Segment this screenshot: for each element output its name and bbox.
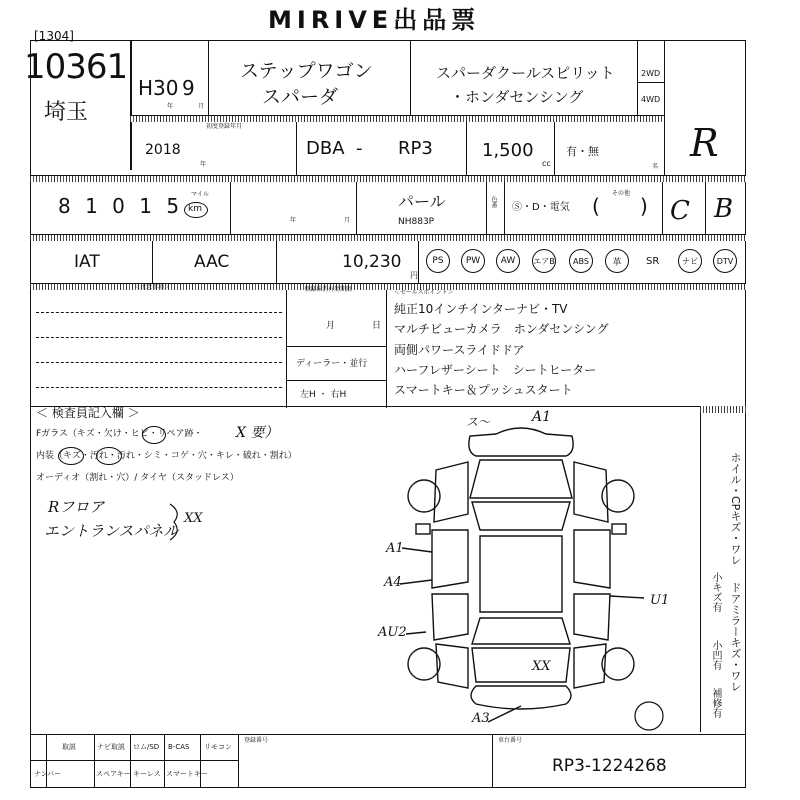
color-code: NH883P [398, 217, 435, 227]
mile-label: マイル [191, 191, 209, 198]
divider [662, 182, 663, 234]
right-rear-door [574, 594, 610, 640]
divider [356, 182, 357, 234]
sales-point: スマートキー＆プッシュスタート [394, 383, 573, 397]
grade-exterior: B [714, 194, 734, 224]
audio-text: オーディオ（割れ・穴）/ タイヤ（スタッドレス） [36, 473, 239, 483]
drive-4wd: 4WD [641, 95, 661, 104]
divider [230, 182, 231, 234]
rear-window [472, 618, 570, 644]
sales-point: ハーフレザーシート シートヒーター [394, 363, 597, 377]
note-line [36, 312, 282, 313]
year-ad: 2018 [145, 142, 181, 158]
mileage-unit: km [188, 204, 202, 214]
divider [286, 346, 386, 347]
badge-dtv: DTV [713, 249, 737, 273]
era-year: H30 [138, 76, 179, 100]
side-text: 小キズ有 [710, 572, 721, 612]
footer-cell: 取説 [62, 743, 76, 751]
year-label: 年 [167, 103, 174, 110]
divider [30, 734, 746, 735]
divider [94, 734, 95, 788]
divider [466, 122, 467, 175]
footer-cell: リモコン [204, 743, 232, 751]
badge-airbag: エアB [532, 249, 556, 273]
color: パール [398, 192, 446, 211]
divider [238, 734, 239, 788]
cc-label: cc [542, 159, 551, 168]
diagram-label-center-xx: XX [532, 659, 551, 674]
divider [208, 40, 209, 115]
divider [637, 82, 664, 83]
header-strip [130, 115, 664, 122]
interior-text: 内装（キズ・汚れ・汚れ・シミ・コゲ・穴・キレ・破れ・割れ） [36, 451, 297, 461]
divider [637, 40, 638, 115]
interior-circle [96, 447, 122, 465]
badge-aw: AW [496, 249, 520, 273]
lot-divider [130, 40, 132, 170]
left-rear-door [432, 594, 468, 640]
badge-abs: ABS [569, 249, 593, 273]
divider [664, 40, 665, 175]
divider [700, 406, 701, 732]
score: R [690, 121, 719, 165]
chassis-label: 車台番号 [498, 737, 523, 744]
prefix-dash: - [356, 138, 363, 159]
divider [30, 175, 746, 176]
diagram-label-left-au2: AU2 [378, 625, 407, 640]
divider [418, 241, 419, 283]
divider [554, 122, 555, 175]
inspection-title: ＜ 検査員記入欄 ＞ [36, 406, 140, 420]
footer-cell: ナビ取説 [97, 743, 125, 751]
model-line1: ステップワゴン [240, 60, 373, 82]
badge-navi: ナビ [678, 249, 702, 273]
sales-point: マルチビューカメラ ホンダセンシング [394, 322, 609, 336]
footer-cell: ロム/SD [133, 743, 160, 751]
right-rear-quarter [574, 644, 606, 688]
equip-text: Ⓢ・D・電気 [512, 202, 570, 213]
inspection-month: 月 [344, 217, 351, 224]
handle: 左H ・ 右H [300, 390, 347, 400]
handwritten-brace [168, 502, 184, 542]
lot-code: [1304] [34, 29, 74, 43]
badge-sr: SR [646, 256, 660, 267]
right-front-door [574, 530, 610, 588]
header-strip [700, 406, 746, 413]
recycle-label: 登録抹消有効期限 [304, 286, 353, 293]
grade-interior: C [670, 196, 690, 226]
divider [410, 40, 411, 115]
drive-2wd: 2WD [641, 69, 661, 78]
glass-text: Fガラス（キズ・欠け・ヒビ・リペア跡・ [36, 429, 203, 439]
turbo-unit: 名 [652, 163, 659, 170]
grade-line2: ・ホンダセンシング [450, 88, 584, 106]
divider [30, 760, 238, 761]
diagram-label-bottom-a3: A3 [472, 711, 490, 726]
glass-circle [142, 426, 166, 444]
badge-ps: PS [426, 249, 450, 273]
divider [164, 734, 165, 788]
sales-label: ＜セールスポイント＞ [394, 289, 454, 296]
hood [470, 460, 572, 498]
roof [480, 536, 562, 612]
region: 埼玉 [44, 100, 89, 125]
model-line2: スパーダ [262, 86, 339, 108]
year-unit: 年 [200, 161, 207, 168]
footer-cell: スペアキー [96, 770, 131, 778]
divider [130, 734, 131, 788]
side-text: ドアミラーキズ・ワレ [729, 582, 742, 692]
inspection-year: 年 [290, 217, 297, 224]
sales-point: 両側パワースライドドア [394, 343, 525, 357]
paren-close: ) [640, 194, 648, 218]
diagram-label-left-a4: A4 [384, 575, 402, 590]
first-reg-label: 初度登録年月 [206, 123, 243, 130]
paren-open: ( [592, 194, 600, 218]
other-label: その他 [612, 190, 631, 197]
note-line [36, 362, 282, 363]
divider [286, 290, 287, 408]
note-line [36, 337, 282, 338]
handwritten-note-1: Rフロア [48, 498, 105, 516]
divider [152, 241, 153, 283]
handwritten-note-3: XX [184, 511, 203, 526]
lot-number: 10361 [24, 47, 128, 87]
divider [286, 380, 386, 381]
front-bumper [469, 428, 573, 456]
divider [200, 734, 201, 788]
car-damage-diagram [376, 409, 666, 732]
left-rear-quarter [436, 644, 468, 688]
mirror-right [612, 524, 626, 534]
glass-mark: X 要） [236, 425, 279, 441]
wheel-rl [408, 648, 440, 680]
windshield [472, 502, 570, 530]
side-text: 小凹有 [710, 640, 721, 670]
divider [705, 182, 706, 234]
mirror-left [416, 524, 430, 534]
price-unit: 円 [410, 271, 418, 280]
footer-cell: スマートキー [166, 770, 208, 778]
dealer: ディーラー・並行 [296, 359, 368, 369]
interior-circle [58, 447, 84, 465]
tailgate [472, 648, 570, 682]
price: 10,230 [342, 252, 402, 272]
sheet-title: MIRIVE出品票 [268, 6, 481, 34]
mileage: 8 1 0 1 5 [58, 194, 184, 218]
grade-line1: スパーダクールスピリット [436, 64, 615, 82]
rear-bumper [471, 686, 571, 709]
divider [30, 234, 746, 235]
handwritten-note-2: エントランスパネル [44, 522, 179, 540]
month-label: 月 [198, 103, 205, 110]
chassis-number: RP3-1224268 [552, 756, 667, 776]
aircon: AAC [194, 252, 230, 272]
footer-cell: ナンバー [34, 770, 62, 778]
sales-point: 純正10インチインターナビ・TV [394, 302, 568, 316]
side-text: 補修有 [710, 688, 721, 718]
diagram-label-left-a1: A1 [386, 541, 404, 556]
divider [486, 182, 487, 234]
divider [492, 734, 493, 788]
divider [386, 290, 387, 408]
diagram-label-right-u1: U1 [650, 593, 670, 608]
transmission: IAT [74, 252, 100, 272]
divider [130, 115, 664, 116]
footer-cell: B-CAS [168, 743, 190, 751]
recycle-month: 月 [326, 321, 336, 331]
spare-wheel [635, 702, 663, 730]
divider [276, 241, 277, 283]
displacement: 1,500 [482, 140, 534, 161]
badge-leather: 革 [605, 249, 629, 273]
note-line [36, 387, 282, 388]
diagram-label-top-a: A1 [532, 409, 552, 425]
left-front-door [432, 530, 468, 588]
turbo: 有・無 [566, 145, 599, 158]
wheel-rr [602, 648, 634, 680]
caution-label: ＜注意事項＞ [134, 284, 171, 291]
badge-pw: PW [461, 249, 485, 273]
diagram-label-top-left: ス〜 [466, 415, 491, 429]
model-prefix: DBA [306, 138, 345, 159]
divider [504, 182, 505, 234]
divider [46, 734, 47, 788]
side-text: ホイル・CPキズ・ワレ [729, 452, 742, 566]
reg-month: 9 [182, 76, 195, 100]
reg-label: 登録番号 [244, 737, 269, 744]
divider [296, 122, 297, 175]
recycle-day: 日 [372, 321, 382, 331]
footer-cell: キーレス [133, 770, 161, 778]
model-code: RP3 [398, 138, 433, 159]
color-label: 色番 [490, 196, 497, 208]
